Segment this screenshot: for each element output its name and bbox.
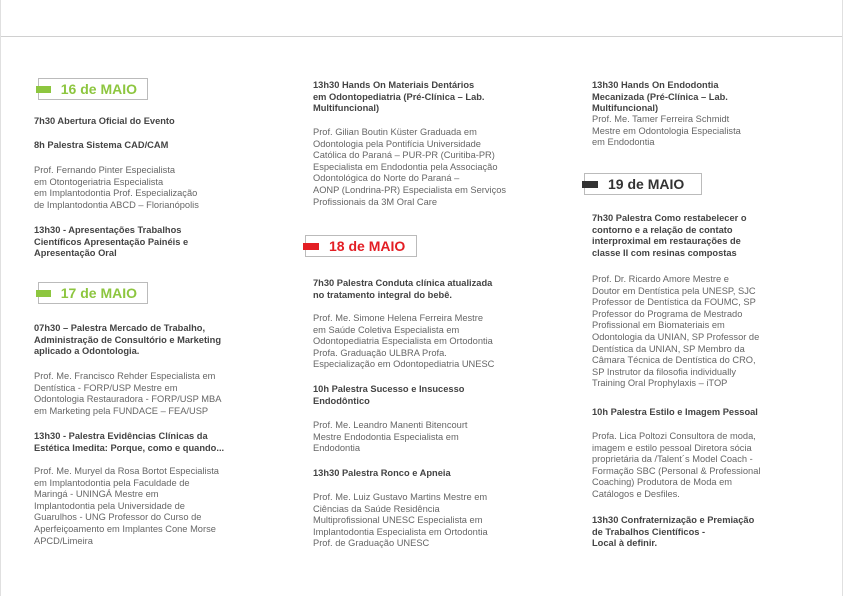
text-line: Prof. Me. Muryel da Rosa Bortot Especialista <box>34 466 219 476</box>
text-line: Maringá - UNINGÁ Mestre em <box>34 489 159 500</box>
text-line: Multifuncional) <box>592 103 659 114</box>
text-line: Professor do Programa de Mestrado <box>592 308 743 319</box>
speaker-muryel-bortot <box>34 466 274 547</box>
event-abertura <box>34 116 274 128</box>
text-line: Especialista em Endodontia pela Associação <box>313 161 498 172</box>
text-line: 10h Palestra Sucesso e Insucesso <box>313 384 465 394</box>
speaker-gilian-kuster <box>313 127 553 208</box>
text-line: imagem e estilo pessoal Diretora sócia <box>592 442 752 453</box>
date-header-18-maio <box>305 235 417 257</box>
date-header-17-maio <box>38 282 148 304</box>
red-marker <box>303 243 319 250</box>
text-line: SP Instrutor da filosofia individually <box>592 366 737 377</box>
text-line: Implantodontia Especialista em Ortodontia <box>313 526 488 537</box>
text-line: em Odontopediatria (Pré-Clínica – Lab. <box>313 91 485 102</box>
text-line: em Implantodontia Prof. Especialização <box>34 188 198 199</box>
text-line: 7h30 Palestra Como restabelecer o <box>592 213 747 223</box>
event-hands-on-materiais <box>313 80 553 115</box>
text-line: Câmara Técnica de Dentística do CRO, <box>592 355 756 366</box>
speaker-lica-poltozi <box>592 431 832 501</box>
text-line: 13h30 Confraternização e Premiação <box>592 515 755 525</box>
text-line: Prof. Gilian Boutin Küster Graduada em <box>313 127 477 137</box>
text-line: Odontologia Restauradora - FORP/USP MBA <box>34 394 222 405</box>
event-ronco-apneia <box>313 468 553 480</box>
speaker-francisco-rehder <box>34 371 274 417</box>
event-restabelecer-contorno <box>592 213 832 259</box>
text-line: Católica do Paraná – PUR-PR (Curitiba-PR) <box>313 150 495 161</box>
event-hands-on-endodontia <box>592 80 832 115</box>
event-estilo-imagem <box>592 407 832 419</box>
text-line: Prof. Me. Simone Helena Ferreira Mestre <box>313 313 483 323</box>
text-line: em Saúde Coletiva Especialista em <box>313 324 460 335</box>
dark-marker <box>582 181 598 188</box>
text-line: Implantodontia pela Universidade de <box>34 500 185 511</box>
text-line: Administração de Consultório e Marketing <box>34 334 222 345</box>
text-line: em Marketing pela FUNDACE – FEA/USP <box>34 405 209 416</box>
text-line: Mestre em Odontologia Especialista <box>592 125 741 136</box>
date-label: 17 de MAIO <box>60 285 137 301</box>
date-header-19-maio <box>584 173 702 195</box>
text-line: Endodontia <box>313 443 361 454</box>
text-line: 13h30 - Palestra Evidências Clínicas da <box>34 431 208 441</box>
text-line: Odontológica do Norte do Paraná – <box>313 173 460 184</box>
text-line: Mecanizada (Pré-Clínica – Lab. <box>592 91 728 102</box>
text-line: Apresentação Oral <box>34 248 117 259</box>
speaker-tamer-schmidt <box>592 114 832 149</box>
event-apresentacoes <box>34 225 274 260</box>
text-line: em Implantodontia pela Faculdade de <box>34 477 190 488</box>
text-line: Prof. Dr. Ricardo Amore Mestre e <box>592 274 729 284</box>
text-line: de Implantodontia ABCD – Florianópolis <box>34 199 199 210</box>
green-marker <box>36 290 51 297</box>
speaker-fernando-pinter <box>34 165 274 211</box>
text-line: Odontologia da UNIAN, SP Professor de <box>592 331 760 342</box>
speaker-simone-ferreira <box>313 313 553 371</box>
text-line: Guarulhos - UNG Professor do Curso de <box>34 512 202 523</box>
date-header-16-maio <box>38 78 148 100</box>
text-line: de Trabalhos Científicos - <box>592 526 706 537</box>
text-line: Prof. Me. Tamer Ferreira Schmidt <box>592 114 730 124</box>
text-line: Prof. Me. Francisco Rehder Especialista em <box>34 371 216 381</box>
text-line: 13h30 - Apresentações Trabalhos <box>34 225 182 235</box>
event-evidencias-clinicas <box>34 431 274 454</box>
text-line: Odontologia pela Pontifícia Universidade <box>313 138 481 149</box>
text-line: Dentística da UNIAN, SP Membro da <box>592 343 745 354</box>
text-line: APCD/Limeira <box>34 535 93 546</box>
event-cad-cam <box>34 140 274 152</box>
text-line: em Endodontia <box>592 137 655 148</box>
text-line: Ciências da Saúde Residência <box>313 503 440 514</box>
text-line: 13h30 Palestra Ronco e Apneia <box>313 468 451 478</box>
date-label: 18 de MAIO <box>329 238 406 254</box>
text-line: 13h30 Hands On Materiais Dentários <box>313 80 475 90</box>
text-line: Profa. Graduação ULBRA Profa. <box>313 347 447 358</box>
left-page-edge <box>0 0 1 596</box>
text-line: Professor de Dentística da FOUMC, SP <box>592 297 756 308</box>
text-line: Odontopediatria Especialista em Ortodontia <box>313 336 493 347</box>
text-line: 10h Palestra Estilo e Imagem Pessoal <box>592 407 758 417</box>
text-line: Aperfeiçoamento em Implantes Cone Morse <box>34 523 216 534</box>
text-line: Local à definir. <box>592 538 658 549</box>
speaker-luiz-martins <box>313 492 553 550</box>
text-line: 13h30 Hands On Endodontia <box>592 80 719 90</box>
event-sucesso-insucesso <box>313 384 553 407</box>
text-line: Coaching) Produtora de Moda em <box>592 477 733 488</box>
text-line: Prof. Me. Luiz Gustavo Martins Mestre em <box>313 492 488 502</box>
text-line: classe II com resinas compostas <box>592 247 737 258</box>
text-line: Endodôntico <box>313 395 370 406</box>
text-line: Multifuncional) <box>313 103 380 114</box>
text-line: Prof. Me. Leandro Manenti Bitencourt <box>313 420 468 430</box>
text-line: contorno e a relação de contato <box>592 224 733 235</box>
text-line: Prof. de Graduação UNESC <box>313 538 430 549</box>
date-label: 16 de MAIO <box>60 81 137 97</box>
text-line: proprietária da /Talent´s Model Coach - <box>592 454 753 465</box>
text-line: Multiprofissional UNESC Especialista em <box>313 515 483 526</box>
text-line: Training Oral Prophylaxis – iTOP <box>592 378 728 389</box>
event-confraternizacao <box>592 515 832 550</box>
text-line: Profa. Lica Poltozi Consultora de moda, <box>592 431 756 441</box>
text-line: Formação SBC (Personal & Professional <box>592 465 761 476</box>
event-mercado-trabalho <box>34 323 274 358</box>
text-line: Dentística - FORP/USP Mestre em <box>34 382 178 393</box>
text-line: Prof. Fernando Pinter Especialista <box>34 165 176 175</box>
text-line: Profissional em Biomateriais em <box>592 320 725 331</box>
text-line: interproximal em restaurações de <box>592 236 741 247</box>
text-line: Profissionais da 3M Oral Care <box>313 196 438 207</box>
text-line: Científicos Apresentação Painéis e <box>34 236 189 247</box>
text-line: no tratamento integral do bebê. <box>313 289 452 300</box>
text-line: AONP (Londrina-PR) Especialista em Serviços <box>313 184 507 195</box>
event-conduta-clinica <box>313 278 553 301</box>
speaker-leandro-bitencourt <box>313 420 553 455</box>
text-line: Mestre Endodontia Especialista em <box>313 431 459 442</box>
text-line: 07h30 – Palestra Mercado de Trabalho, <box>34 323 206 333</box>
top-divider <box>0 36 843 37</box>
text-line: 7h30 Abertura Oficial do Evento <box>34 116 175 126</box>
text-line: Catálogos e Desfiles. <box>592 488 680 499</box>
speaker-ricardo-amore <box>592 274 832 390</box>
text-line: Especialização em Odontopediatria UNESC <box>313 359 495 370</box>
date-label: 19 de MAIO <box>608 176 685 192</box>
text-line: aplicado a Odontologia. <box>34 346 140 357</box>
green-marker <box>36 86 51 93</box>
text-line: 8h Palestra Sistema CAD/CAM <box>34 140 169 150</box>
text-line: Estética Imedita: Porque, como e quando... <box>34 442 225 453</box>
text-line: 7h30 Palestra Conduta clínica atualizada <box>313 278 493 288</box>
text-line: Doutor em Dentística pela UNESP, SJC <box>592 285 756 296</box>
text-line: em Otontogeriatria Especialista <box>34 176 164 187</box>
